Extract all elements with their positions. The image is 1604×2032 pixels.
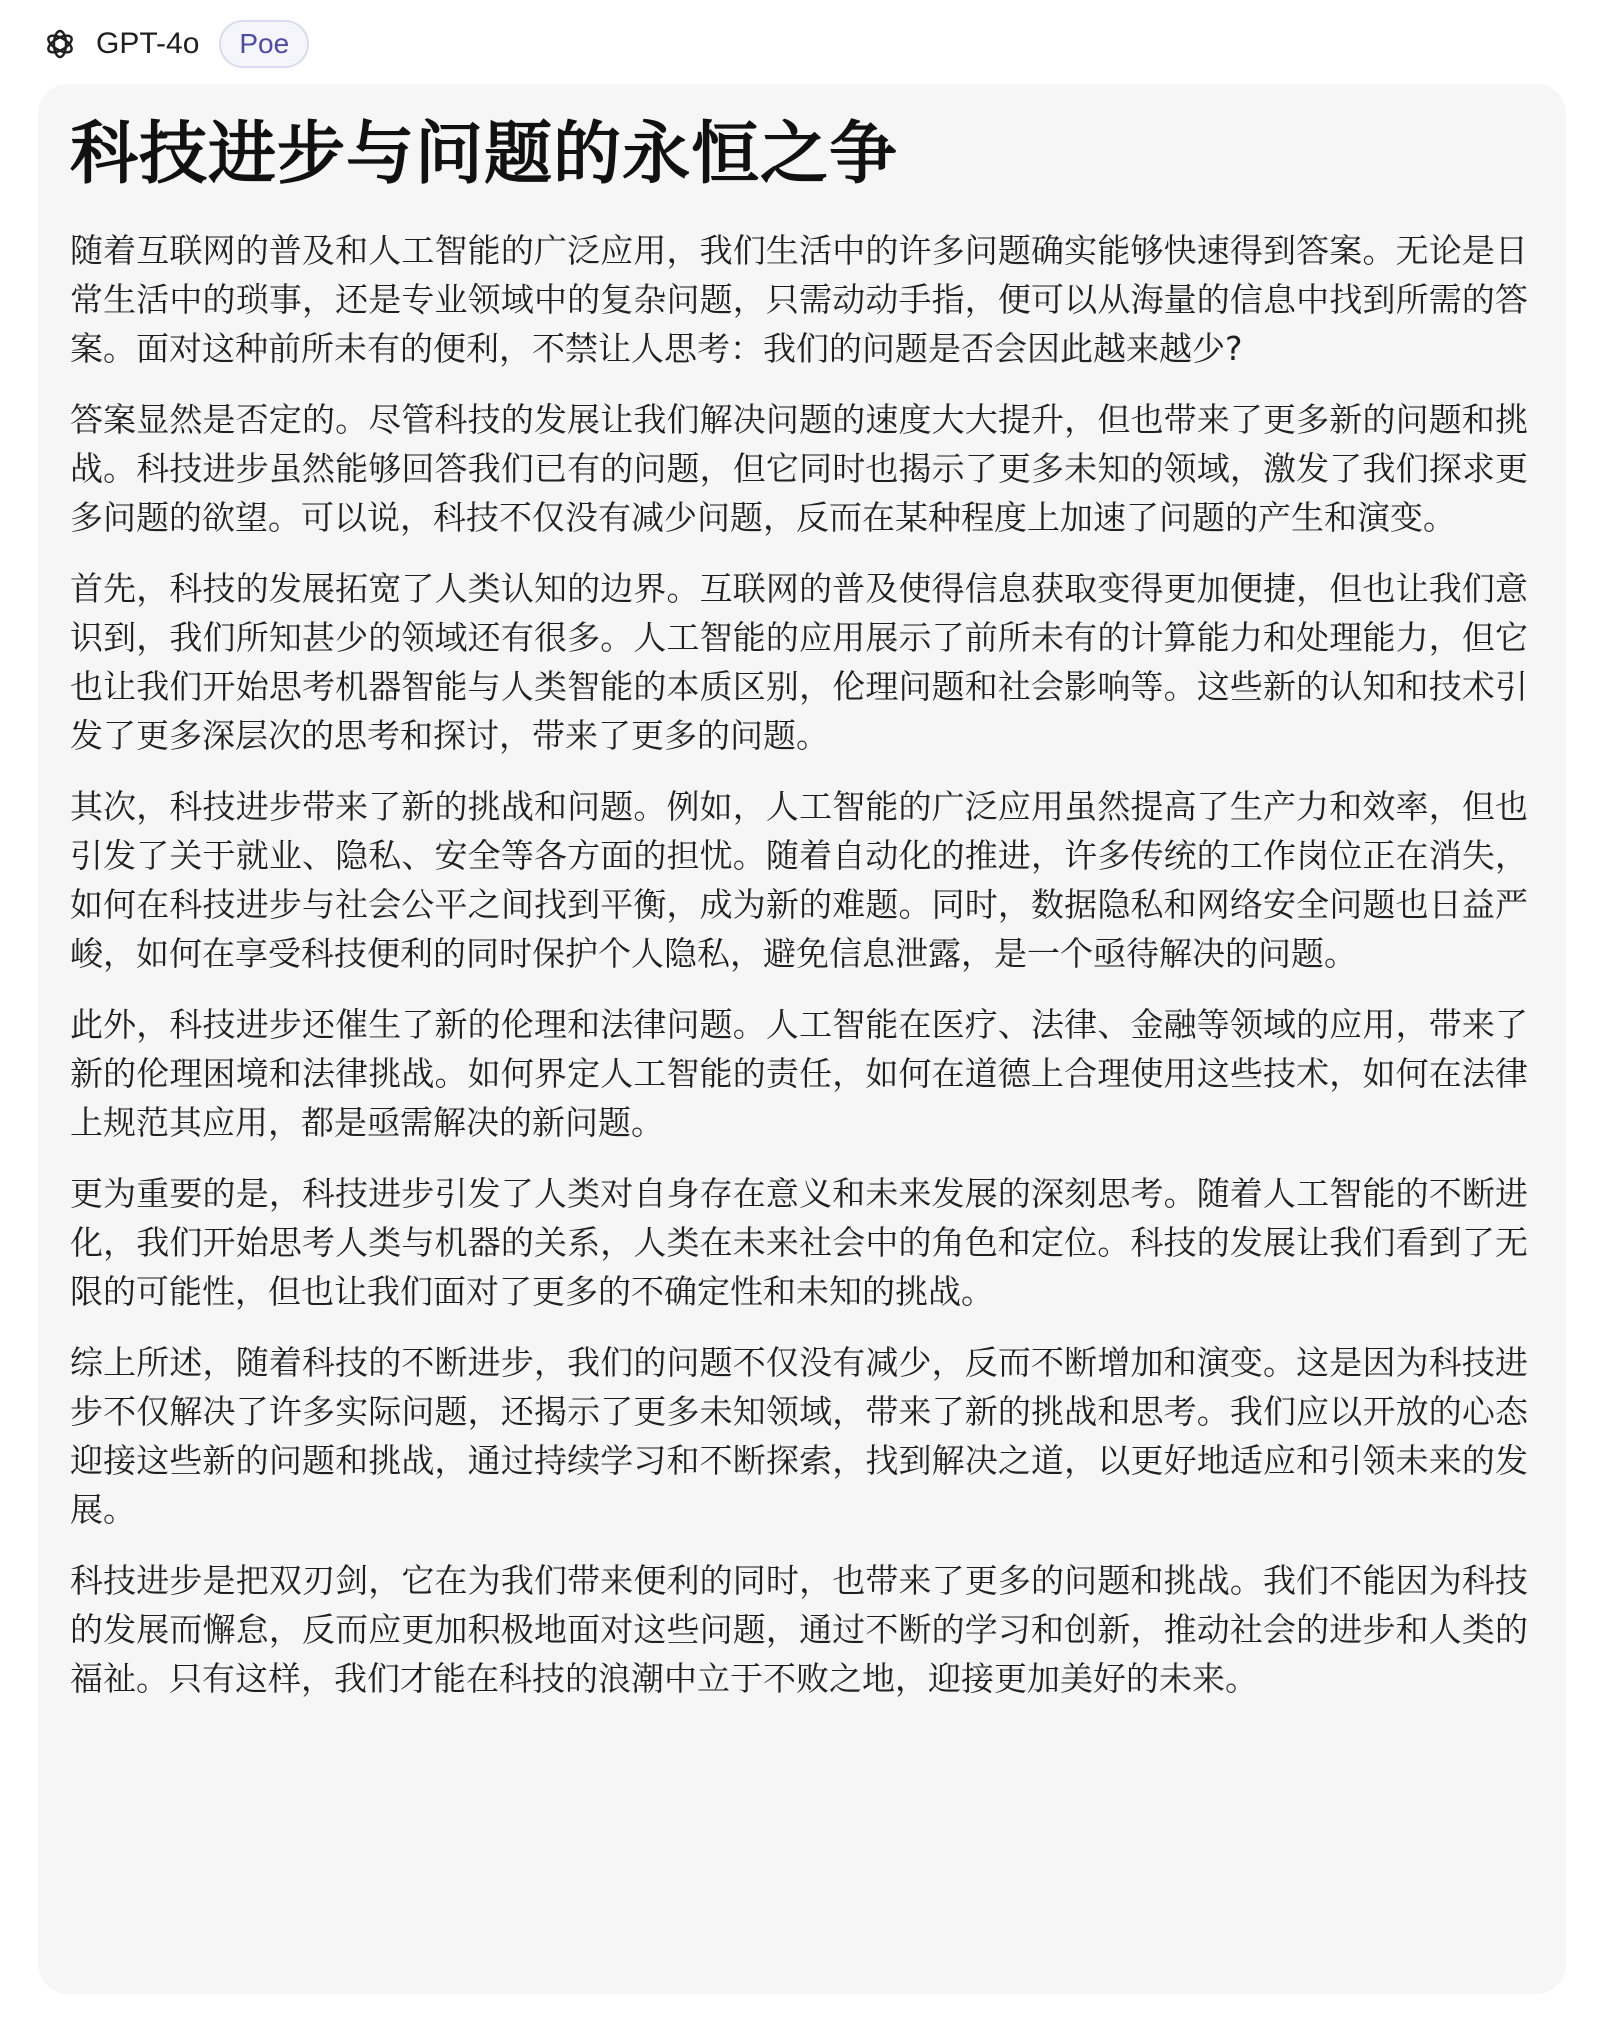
message-bubble (38, 84, 1566, 1994)
paragraph-5: 此外，科技进步还催生了新的伦理和法律问题。人工智能在医疗、法律、金融等领域的应用，带来了新的伦理困境和法律挑战。如何界定人工智能的责任，如何在道德上合理使用这些技术，如何在法律上规范其应用，都是亟需解决的新问题。 (70, 1005, 1528, 1142)
paragraph-7: 综上所述，随着科技的不断进步，我们的问题不仅没有减少，反而不断增加和演变。这是因为科技进步不仅解决了许多实际问题，还揭示了更多未知领域，带来了新的挑战和思考。我们应以开放的心态迎接这些新的问题和挑战，通过持续学习和不断探索，找到解决之道，以更好地适应和引领未来的发展。 (70, 1343, 1528, 1529)
paragraph-6: 更为重要的是，科技进步引发了人类对自身存在意义和未来发展的深刻思考。随着人工智能的不断进化，我们开始思考人类与机器的关系，人类在未来社会中的角色和定位。科技的发展让我们看到了无限的可能性，但也让我们面对了更多的不确定性和未知的挑战。 (70, 1174, 1528, 1311)
article-title: 科技进步与问题的永恒之争 (70, 115, 899, 194)
paragraph-1: 随着互联网的普及和人工智能的广泛应用，我们生活中的许多问题确实能够快速得到答案。无论是日常生活中的琐事，还是专业领域中的复杂问题，只需动动手指，便可以从海量的信息中找到所需的答案。面对这种前所未有的便利，不禁让人思考：我们的问题是否会因此越来越少? (70, 231, 1528, 368)
chat-header (40, 20, 309, 68)
openai-logo-svg (43, 27, 77, 61)
platform-badge[interactable]: Poe (219, 20, 309, 68)
bot-name[interactable]: GPT-4o (96, 27, 200, 60)
paragraph-2: 答案显然是否定的。尽管科技的发展让我们解决问题的速度大大提升，但也带来了更多新的问题和挑战。科技进步虽然能够回答我们已有的问题，但它同时也揭示了更多未知的领域，激发了我们探求更多问题的欲望。可以说，科技不仅没有减少问题，反而在某种程度上加速了问题的产生和演变。 (70, 400, 1528, 537)
openai-logo-icon (40, 24, 80, 64)
paragraph-3: 首先，科技的发展拓宽了人类认知的边界。互联网的普及使得信息获取变得更加便捷，但也让我们意识到，我们所知甚少的领域还有很多。人工智能的应用展示了前所未有的计算能力和处理能力，但它也让我们开始思考机器智能与人类智能的本质区别，伦理问题和社会影响等。这些新的认知和技术引发了更多深层次的思考和探讨，带来了更多的问题。 (70, 569, 1528, 755)
paragraph-4: 其次，科技进步带来了新的挑战和问题。例如，人工智能的广泛应用虽然提高了生产力和效率，但也引发了关于就业、隐私、安全等各方面的担忧。随着自动化的推进，许多传统的工作岗位正在消失，如何在科技进步与社会公平之间找到平衡，成为新的难题。同时，数据隐私和网络安全问题也日益严峻，如何在享受科技便利的同时保护个人隐私，避免信息泄露，是一个亟待解决的问题。 (70, 787, 1528, 973)
paragraph-8: 科技进步是把双刃剑，它在为我们带来便利的同时，也带来了更多的问题和挑战。我们不能因为科技的发展而懈怠，反而应更加积极地面对这些问题，通过不断的学习和创新，推动社会的进步和人类的福祉。只有这样，我们才能在科技的浪潮中立于不败之地，迎接更加美好的未来。 (70, 1561, 1528, 1698)
